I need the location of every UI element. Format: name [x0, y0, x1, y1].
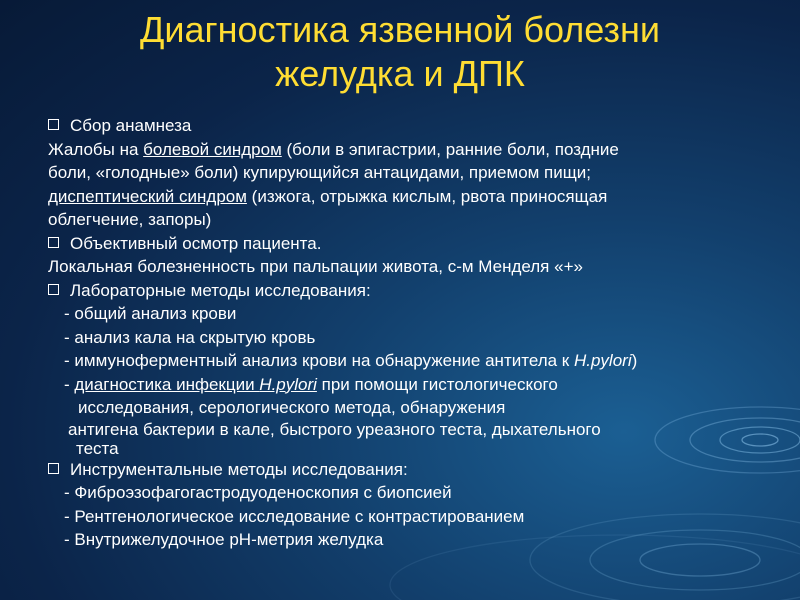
bullet-item-anamnesis: [48, 114, 748, 138]
dyspeptic-syndrome-term: диспептический синдром: [48, 186, 247, 206]
complaints-line-1: [48, 138, 748, 162]
complaints-text-4: облегчение, запоры): [48, 210, 212, 229]
bullet-item-instrumental: [48, 458, 748, 482]
slide-title: [0, 8, 800, 96]
bullet-item-objective: [48, 232, 748, 256]
lab-4-term: [74, 375, 317, 394]
anamnesis-header: Сбор анамнеза: [70, 116, 192, 135]
lab-item-1: - общий анализ крови: [64, 304, 237, 323]
checkbox-bullet-icon: [48, 232, 70, 256]
complaints-text-1: (боли в эпигастрии, ранние боли, поздние: [281, 139, 619, 159]
complaints-line-2: [48, 161, 748, 185]
lab-4-term-a: диагностика инфекции: [74, 374, 260, 394]
lab-item-4-line-3: антигена бактерии в кале, быстрого уреазного теста, дыхательного: [68, 419, 601, 439]
lab-3-suffix: ): [631, 351, 638, 370]
lab-item-4: [48, 373, 748, 397]
checkbox-bullet-icon: [48, 279, 70, 303]
lab-4-term-b: H.pylori: [259, 374, 317, 394]
lab-header: Лабораторные методы исследования:: [70, 280, 371, 300]
objective-text: Локальная болезненность при пальпации живота, с-м Менделя «+»: [48, 257, 583, 276]
lab-3-prefix: - иммуноферментный анализ крови на обнаружение антитела к: [64, 351, 574, 370]
complaints-prefix: Жалобы на: [48, 139, 144, 159]
title-line-1: Диагностика язвенной болезни: [140, 9, 660, 50]
instrumental-header: Инструментальные методы исследования:: [70, 459, 408, 479]
lab-4-rest: при помощи гистологического: [316, 374, 558, 394]
complaints-line-4: [48, 208, 748, 232]
lab-item-3: [48, 349, 748, 373]
lab-item-4-line-2: исследования, серологического метода, обнаружения: [78, 398, 506, 417]
complaints-text-2: боли, «голодные» боли) купирующийся антацидами, приемом пищи;: [48, 163, 591, 182]
lab-item-4-line-4: теста: [76, 438, 119, 458]
checkbox-bullet-icon: [48, 458, 70, 482]
lab-item-2: - анализ кала на скрытую кровь: [64, 327, 316, 347]
pain-syndrome-term: болевой синдром: [143, 139, 282, 159]
title-line-2: желудка и ДПК: [275, 53, 525, 94]
instrumental-item-1: - Фиброэзофагогастродуоденоскопия с биопсией: [64, 483, 452, 502]
instrumental-item-3: - Внутрижелудочное рН-метрия желудка: [64, 530, 384, 549]
complaints-line-3: [48, 185, 748, 209]
slide-body: [48, 114, 748, 552]
lab-4-dash: -: [64, 374, 75, 394]
instrumental-item-2: - Рентгенологическое исследование с контрастированием: [64, 506, 525, 526]
lab-3-pathogen: H.pylori: [573, 351, 632, 370]
objective-header: Объективный осмотр пациента.: [70, 233, 322, 253]
checkbox-bullet-icon: [48, 114, 70, 138]
complaints-text-3: (изжога, отрыжка кислым, рвота приносящая: [246, 186, 608, 206]
bullet-item-lab: [48, 279, 748, 303]
